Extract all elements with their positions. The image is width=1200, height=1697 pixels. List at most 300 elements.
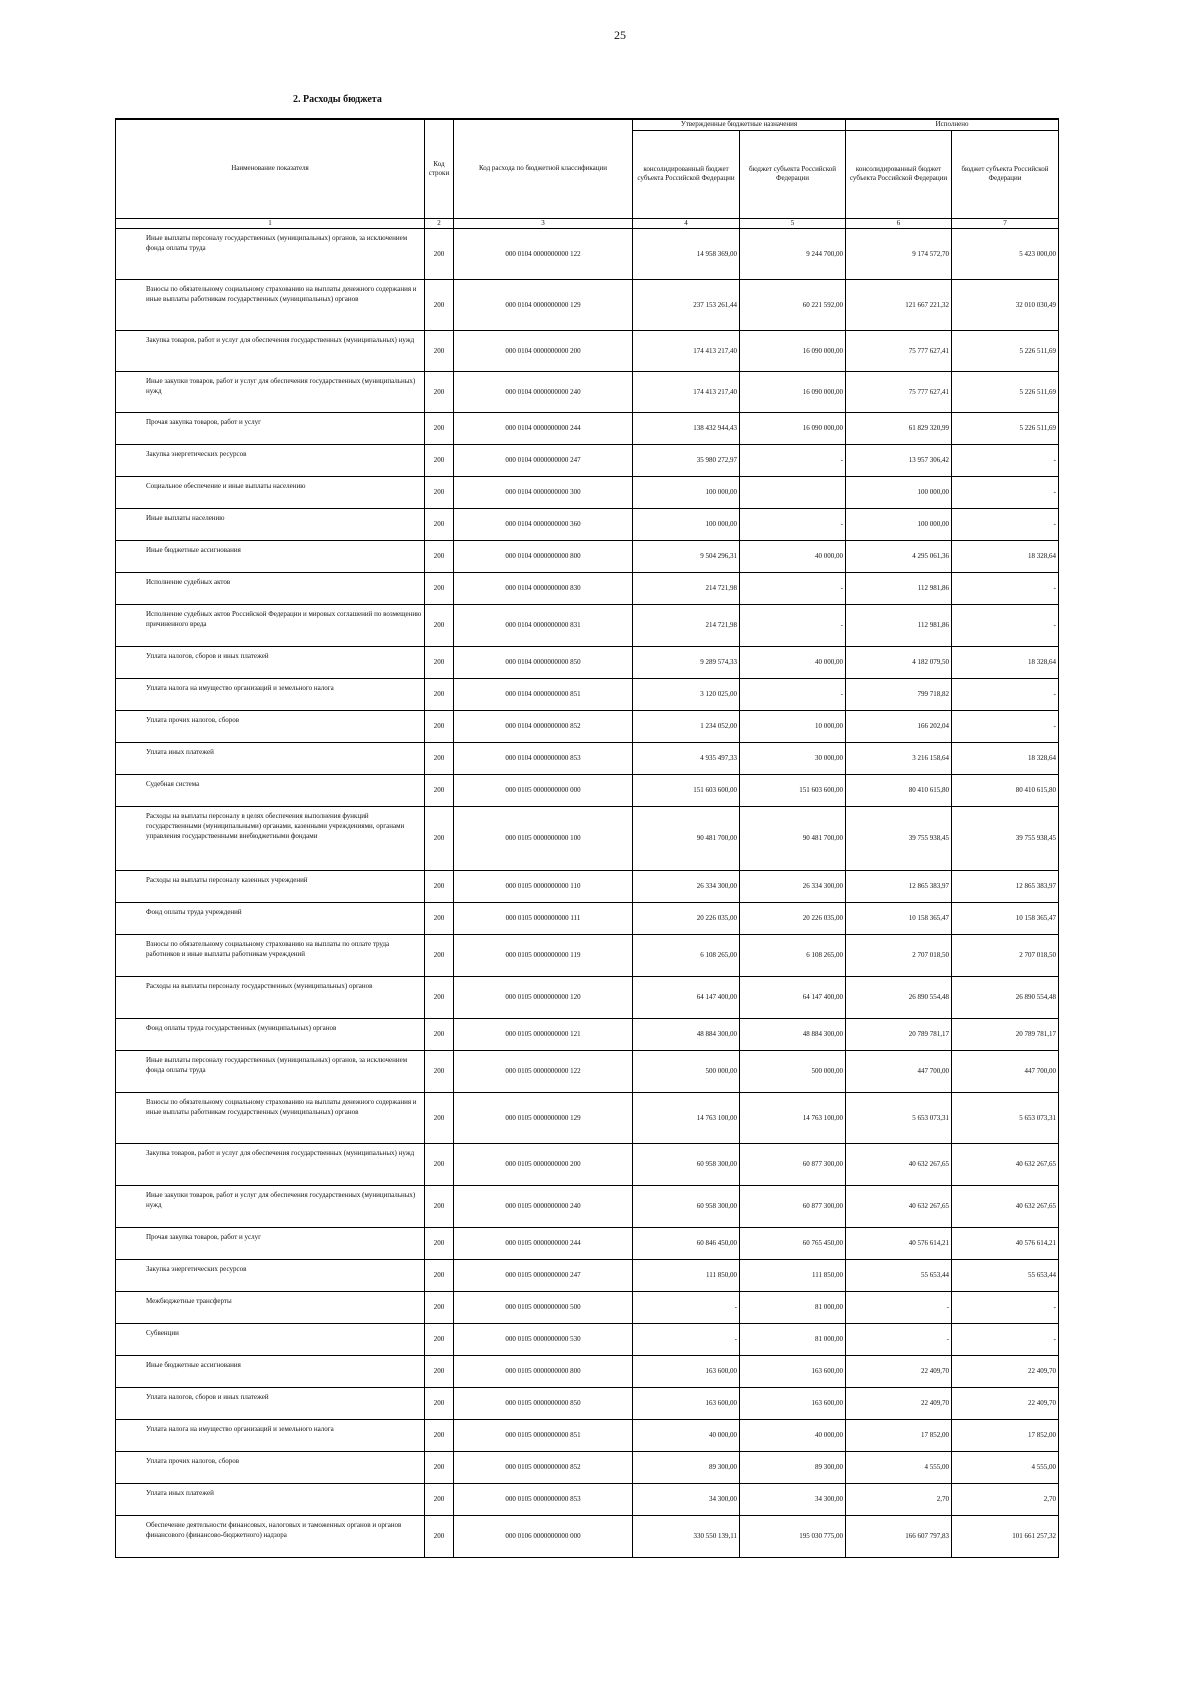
row-name: Субвенции [116, 1323, 425, 1355]
row-kbk: 000 0104 0000000000 247 [454, 444, 633, 476]
row-executed-subject: 447 700,00 [952, 1050, 1059, 1092]
table-row [116, 1185, 1059, 1227]
row-executed-consolidated: 121 667 221,32 [846, 279, 952, 330]
row-executed-consolidated: 10 158 365,47 [846, 902, 952, 934]
row-code: 200 [425, 678, 454, 710]
row-kbk: 000 0104 0000000000 851 [454, 678, 633, 710]
row-executed-consolidated: 17 852,00 [846, 1419, 952, 1451]
row-approved-consolidated: 35 980 272,97 [633, 444, 740, 476]
col-num-2: 2 [425, 218, 454, 228]
row-approved-subject: 60 221 592,00 [740, 279, 846, 330]
row-executed-subject: - [952, 1323, 1059, 1355]
row-executed-consolidated: 3 216 158,64 [846, 742, 952, 774]
table-row [116, 279, 1059, 330]
row-executed-subject: 17 852,00 [952, 1419, 1059, 1451]
row-executed-subject: 5 226 511,69 [952, 371, 1059, 412]
row-executed-subject: 39 755 938,45 [952, 806, 1059, 870]
row-name: Уплата иных платежей [116, 1483, 425, 1515]
row-executed-subject: 20 789 781,17 [952, 1018, 1059, 1050]
row-executed-subject: - [952, 710, 1059, 742]
row-approved-subject: - [740, 572, 846, 604]
header-kbk: Код расхода по бюджетной классификации [454, 119, 633, 218]
row-name: Прочая закупка товаров, работ и услуг [116, 412, 425, 444]
header-name: Наименование показателя [116, 119, 425, 218]
row-code: 200 [425, 1018, 454, 1050]
row-kbk: 000 0105 0000000000 853 [454, 1483, 633, 1515]
row-approved-consolidated: 174 413 217,40 [633, 330, 740, 371]
row-executed-subject: 18 328,64 [952, 742, 1059, 774]
row-approved-subject: 89 300,00 [740, 1451, 846, 1483]
row-name: Закупка товаров, работ и услуг для обеспечения государственных (муниципальных) нужд [116, 330, 425, 371]
table-row [116, 371, 1059, 412]
row-executed-consolidated: 75 777 627,41 [846, 330, 952, 371]
row-executed-consolidated: 26 890 554,48 [846, 976, 952, 1018]
row-approved-consolidated: 60 958 300,00 [633, 1143, 740, 1185]
row-code: 200 [425, 604, 454, 646]
row-approved-subject: 20 226 035,00 [740, 902, 846, 934]
row-code: 200 [425, 508, 454, 540]
row-code: 200 [425, 742, 454, 774]
row-code: 200 [425, 371, 454, 412]
row-kbk: 000 0105 0000000000 850 [454, 1387, 633, 1419]
header-executed-group: Исполнено [846, 119, 1059, 130]
row-executed-consolidated: 5 653 073,31 [846, 1092, 952, 1143]
row-executed-subject: - [952, 572, 1059, 604]
row-kbk: 000 0104 0000000000 240 [454, 371, 633, 412]
row-code: 200 [425, 1387, 454, 1419]
col-num-1: 1 [116, 218, 425, 228]
row-name: Иные закупки товаров, работ и услуг для обеспечения государственных (муниципальных) нужд [116, 1185, 425, 1227]
row-executed-consolidated: 80 410 615,80 [846, 774, 952, 806]
row-executed-consolidated: 13 957 306,42 [846, 444, 952, 476]
header-subject-executed: бюджет субъекта Российской Федерации [952, 130, 1059, 218]
row-code: 200 [425, 476, 454, 508]
row-code: 200 [425, 540, 454, 572]
row-name: Судебная система [116, 774, 425, 806]
row-approved-subject: 60 877 300,00 [740, 1143, 846, 1185]
row-code: 200 [425, 1483, 454, 1515]
row-kbk: 000 0105 0000000000 852 [454, 1451, 633, 1483]
row-approved-subject: 14 763 100,00 [740, 1092, 846, 1143]
row-executed-subject: 12 865 383,97 [952, 870, 1059, 902]
row-executed-subject: - [952, 444, 1059, 476]
row-approved-consolidated: 151 603 600,00 [633, 774, 740, 806]
row-name: Иные бюджетные ассигнования [116, 1355, 425, 1387]
row-kbk: 000 0105 0000000000 247 [454, 1259, 633, 1291]
row-name: Уплата иных платежей [116, 742, 425, 774]
row-approved-consolidated: 64 147 400,00 [633, 976, 740, 1018]
row-executed-consolidated: 20 789 781,17 [846, 1018, 952, 1050]
row-approved-consolidated: 330 550 139,11 [633, 1515, 740, 1557]
row-approved-consolidated: 1 234 052,00 [633, 710, 740, 742]
header-subject: бюджет субъекта Российской Федерации [740, 130, 846, 218]
row-approved-consolidated: 163 600,00 [633, 1355, 740, 1387]
row-executed-subject: - [952, 604, 1059, 646]
row-executed-subject: 32 010 030,49 [952, 279, 1059, 330]
row-name: Уплата прочих налогов, сборов [116, 1451, 425, 1483]
row-name: Расходы на выплаты персоналу государственных (муниципальных) органов [116, 976, 425, 1018]
table-row [116, 412, 1059, 444]
table-row [116, 1018, 1059, 1050]
table-row [116, 1227, 1059, 1259]
row-approved-consolidated: 14 958 369,00 [633, 228, 740, 279]
table-row [116, 540, 1059, 572]
row-approved-subject: 64 147 400,00 [740, 976, 846, 1018]
row-executed-consolidated: 2 707 018,50 [846, 934, 952, 976]
row-executed-consolidated: 22 409,70 [846, 1387, 952, 1419]
row-executed-subject: 5 226 511,69 [952, 412, 1059, 444]
col-num-5: 5 [740, 218, 846, 228]
row-executed-consolidated: 447 700,00 [846, 1050, 952, 1092]
col-num-3: 3 [454, 218, 633, 228]
row-kbk: 000 0104 0000000000 853 [454, 742, 633, 774]
row-approved-subject [740, 476, 846, 508]
row-executed-subject: 101 661 257,32 [952, 1515, 1059, 1557]
row-name: Уплата налогов, сборов и иных платежей [116, 1387, 425, 1419]
table-row [116, 1291, 1059, 1323]
row-approved-consolidated: 111 850,00 [633, 1259, 740, 1291]
row-name: Иные бюджетные ассигнования [116, 540, 425, 572]
row-executed-subject: 22 409,70 [952, 1387, 1059, 1419]
row-code: 200 [425, 976, 454, 1018]
row-name: Закупка товаров, работ и услуг для обеспечения государственных (муниципальных) нужд [116, 1143, 425, 1185]
row-approved-consolidated: 40 000,00 [633, 1419, 740, 1451]
row-kbk: 000 0105 0000000000 800 [454, 1355, 633, 1387]
table-row [116, 710, 1059, 742]
row-executed-consolidated: 4 182 079,50 [846, 646, 952, 678]
row-code: 200 [425, 330, 454, 371]
table-row [116, 934, 1059, 976]
row-approved-subject: 34 300,00 [740, 1483, 846, 1515]
row-approved-consolidated: 174 413 217,40 [633, 371, 740, 412]
row-code: 200 [425, 1291, 454, 1323]
row-name: Социальное обеспечение и иные выплаты населению [116, 476, 425, 508]
row-code: 200 [425, 1185, 454, 1227]
row-name: Закупка энергетических ресурсов [116, 444, 425, 476]
row-name: Межбюджетные трансферты [116, 1291, 425, 1323]
table-row [116, 572, 1059, 604]
header-approved-group: Утвержденные бюджетные назначения [633, 119, 846, 130]
row-approved-subject: 90 481 700,00 [740, 806, 846, 870]
row-name: Закупка энергетических ресурсов [116, 1259, 425, 1291]
row-kbk: 000 0104 0000000000 800 [454, 540, 633, 572]
row-executed-consolidated: 40 632 267,65 [846, 1143, 952, 1185]
row-name: Иные выплаты персоналу государственных (муниципальных) органов, за исключением фонда оплаты труда [116, 228, 425, 279]
row-approved-subject: 10 000,00 [740, 710, 846, 742]
row-approved-consolidated: 214 721,98 [633, 572, 740, 604]
table-row [116, 604, 1059, 646]
expenses-table [115, 118, 1059, 1558]
row-approved-subject: 26 334 300,00 [740, 870, 846, 902]
row-executed-subject: 4 555,00 [952, 1451, 1059, 1483]
row-approved-subject: 163 600,00 [740, 1387, 846, 1419]
row-kbk: 000 0105 0000000000 000 [454, 774, 633, 806]
row-kbk: 000 0104 0000000000 852 [454, 710, 633, 742]
row-approved-consolidated: 89 300,00 [633, 1451, 740, 1483]
row-approved-consolidated: 237 153 261,44 [633, 279, 740, 330]
table-row [116, 1050, 1059, 1092]
row-approved-subject: 16 090 000,00 [740, 330, 846, 371]
row-kbk: 000 0105 0000000000 100 [454, 806, 633, 870]
row-approved-subject: 40 000,00 [740, 540, 846, 572]
row-executed-subject: 2,70 [952, 1483, 1059, 1515]
row-kbk: 000 0105 0000000000 500 [454, 1291, 633, 1323]
row-executed-consolidated: 40 632 267,65 [846, 1185, 952, 1227]
row-name: Расходы на выплаты персоналу в целях обеспечения выполнения функций государственными (муниципальными) органами, казенными учреждениями, органами управления государственными внебюджетными фондами [116, 806, 425, 870]
row-executed-subject: 5 226 511,69 [952, 330, 1059, 371]
row-executed-subject: 10 158 365,47 [952, 902, 1059, 934]
row-kbk: 000 0104 0000000000 122 [454, 228, 633, 279]
header-consolidated: консолидированный бюджет субъекта Российской Федерации [633, 130, 740, 218]
row-code: 200 [425, 1092, 454, 1143]
row-kbk: 000 0104 0000000000 830 [454, 572, 633, 604]
row-approved-consolidated: 9 504 296,31 [633, 540, 740, 572]
table-row [116, 806, 1059, 870]
row-kbk: 000 0105 0000000000 240 [454, 1185, 633, 1227]
row-code: 200 [425, 572, 454, 604]
row-code: 200 [425, 646, 454, 678]
row-code: 200 [425, 934, 454, 976]
row-kbk: 000 0104 0000000000 831 [454, 604, 633, 646]
row-code: 200 [425, 870, 454, 902]
table-row [116, 774, 1059, 806]
table-row [116, 476, 1059, 508]
row-approved-subject: 16 090 000,00 [740, 412, 846, 444]
row-executed-consolidated: 39 755 938,45 [846, 806, 952, 870]
row-kbk: 000 0105 0000000000 111 [454, 902, 633, 934]
row-code: 200 [425, 806, 454, 870]
row-code: 200 [425, 1451, 454, 1483]
row-approved-consolidated: 34 300,00 [633, 1483, 740, 1515]
row-approved-consolidated: 100 000,00 [633, 476, 740, 508]
table-row [116, 1483, 1059, 1515]
header-consolidated-executed: консолидированный бюджет субъекта Российской Федерации [846, 130, 952, 218]
row-executed-consolidated: 112 981,86 [846, 572, 952, 604]
col-num-4: 4 [633, 218, 740, 228]
row-approved-consolidated: 20 226 035,00 [633, 902, 740, 934]
table-row [116, 1451, 1059, 1483]
section-title: 2. Расходы бюджета [293, 94, 382, 105]
row-kbk: 000 0105 0000000000 119 [454, 934, 633, 976]
row-approved-subject: - [740, 604, 846, 646]
row-approved-consolidated: 163 600,00 [633, 1387, 740, 1419]
row-kbk: 000 0105 0000000000 530 [454, 1323, 633, 1355]
row-approved-consolidated: 100 000,00 [633, 508, 740, 540]
row-kbk: 000 0105 0000000000 110 [454, 870, 633, 902]
row-code: 200 [425, 1515, 454, 1557]
row-approved-consolidated: 60 958 300,00 [633, 1185, 740, 1227]
row-approved-consolidated: 26 334 300,00 [633, 870, 740, 902]
row-name: Иные выплаты населению [116, 508, 425, 540]
row-approved-subject: 81 000,00 [740, 1291, 846, 1323]
row-approved-subject: - [740, 678, 846, 710]
row-kbk: 000 0104 0000000000 360 [454, 508, 633, 540]
row-kbk: 000 0106 0000000000 000 [454, 1515, 633, 1557]
row-approved-consolidated: 9 289 574,33 [633, 646, 740, 678]
row-executed-consolidated: 2,70 [846, 1483, 952, 1515]
row-executed-subject: 2 707 018,50 [952, 934, 1059, 976]
row-approved-subject: 81 000,00 [740, 1323, 846, 1355]
row-executed-subject: - [952, 476, 1059, 508]
row-executed-subject: - [952, 1291, 1059, 1323]
row-kbk: 000 0104 0000000000 200 [454, 330, 633, 371]
row-executed-subject: 40 632 267,65 [952, 1143, 1059, 1185]
row-approved-subject: 16 090 000,00 [740, 371, 846, 412]
row-executed-consolidated: 9 174 572,70 [846, 228, 952, 279]
row-kbk: 000 0105 0000000000 120 [454, 976, 633, 1018]
row-executed-consolidated: 799 718,82 [846, 678, 952, 710]
table-row [116, 646, 1059, 678]
row-kbk: 000 0105 0000000000 129 [454, 1092, 633, 1143]
row-approved-subject: 30 000,00 [740, 742, 846, 774]
row-code: 200 [425, 1050, 454, 1092]
row-executed-consolidated: 166 607 797,83 [846, 1515, 952, 1557]
row-executed-subject: - [952, 508, 1059, 540]
row-executed-consolidated: 55 653,44 [846, 1259, 952, 1291]
table-row [116, 1143, 1059, 1185]
col-num-7: 7 [952, 218, 1059, 228]
row-executed-consolidated: 22 409,70 [846, 1355, 952, 1387]
row-executed-subject: 22 409,70 [952, 1355, 1059, 1387]
row-executed-consolidated: 4 555,00 [846, 1451, 952, 1483]
row-code: 200 [425, 1227, 454, 1259]
row-executed-consolidated: 75 777 627,41 [846, 371, 952, 412]
row-kbk: 000 0105 0000000000 200 [454, 1143, 633, 1185]
row-name: Взносы по обязательному социальному страхованию на выплаты по оплате труда работников и иные выплаты работникам учреждений [116, 934, 425, 976]
row-kbk: 000 0105 0000000000 122 [454, 1050, 633, 1092]
row-approved-consolidated: 4 935 497,33 [633, 742, 740, 774]
row-approved-consolidated: 60 846 450,00 [633, 1227, 740, 1259]
row-name: Взносы по обязательному социальному страхованию на выплаты денежного содержания и иные выплаты работникам государственных (муниципальных) органов [116, 1092, 425, 1143]
row-name: Уплата налога на имущество организаций и земельного налога [116, 1419, 425, 1451]
row-executed-consolidated: 112 981,86 [846, 604, 952, 646]
table-row [116, 228, 1059, 279]
page-number: 25 [614, 28, 626, 42]
row-approved-subject: 163 600,00 [740, 1355, 846, 1387]
table-row [116, 1355, 1059, 1387]
row-name: Взносы по обязательному социальному страхованию на выплаты денежного содержания и иные выплаты работникам государственных (муниципальных) органов [116, 279, 425, 330]
row-name: Прочая закупка товаров, работ и услуг [116, 1227, 425, 1259]
row-executed-subject: 40 576 614,21 [952, 1227, 1059, 1259]
row-executed-consolidated: - [846, 1323, 952, 1355]
row-approved-consolidated: - [633, 1291, 740, 1323]
row-name: Исполнение судебных актов Российской Федерации и мировых соглашений по возмещению причиненного вреда [116, 604, 425, 646]
row-approved-consolidated: - [633, 1323, 740, 1355]
row-executed-subject: 5 653 073,31 [952, 1092, 1059, 1143]
row-executed-consolidated: 12 865 383,97 [846, 870, 952, 902]
table-row [116, 330, 1059, 371]
row-name: Фонд оплаты труда учреждений [116, 902, 425, 934]
row-code: 200 [425, 228, 454, 279]
row-executed-subject: 5 423 000,00 [952, 228, 1059, 279]
row-kbk: 000 0105 0000000000 851 [454, 1419, 633, 1451]
table-row [116, 678, 1059, 710]
row-kbk: 000 0104 0000000000 850 [454, 646, 633, 678]
row-name: Иные закупки товаров, работ и услуг для обеспечения государственных (муниципальных) нужд [116, 371, 425, 412]
row-kbk: 000 0104 0000000000 244 [454, 412, 633, 444]
row-executed-subject: 18 328,64 [952, 646, 1059, 678]
row-code: 200 [425, 1259, 454, 1291]
row-code: 200 [425, 279, 454, 330]
table-row [116, 742, 1059, 774]
row-approved-subject: 500 000,00 [740, 1050, 846, 1092]
row-code: 200 [425, 412, 454, 444]
table-row [116, 1259, 1059, 1291]
row-executed-subject: 26 890 554,48 [952, 976, 1059, 1018]
row-approved-consolidated: 48 884 300,00 [633, 1018, 740, 1050]
row-name: Иные выплаты персоналу государственных (муниципальных) органов, за исключением фонда оплаты труда [116, 1050, 425, 1092]
table-row [116, 444, 1059, 476]
table-row [116, 1419, 1059, 1451]
row-approved-subject: 9 244 700,00 [740, 228, 846, 279]
table-row [116, 902, 1059, 934]
table-row [116, 1515, 1059, 1557]
row-executed-subject: - [952, 678, 1059, 710]
row-approved-consolidated: 90 481 700,00 [633, 806, 740, 870]
row-name: Уплата налога на имущество организаций и земельного налога [116, 678, 425, 710]
row-approved-subject: 48 884 300,00 [740, 1018, 846, 1050]
row-code: 200 [425, 774, 454, 806]
row-approved-consolidated: 6 108 265,00 [633, 934, 740, 976]
row-executed-subject: 55 653,44 [952, 1259, 1059, 1291]
table-row [116, 508, 1059, 540]
row-approved-consolidated: 214 721,98 [633, 604, 740, 646]
row-name: Расходы на выплаты персоналу казенных учреждений [116, 870, 425, 902]
row-executed-consolidated: 40 576 614,21 [846, 1227, 952, 1259]
row-approved-subject: - [740, 444, 846, 476]
table-row [116, 1387, 1059, 1419]
row-executed-subject: 18 328,64 [952, 540, 1059, 572]
row-name: Исполнение судебных актов [116, 572, 425, 604]
row-kbk: 000 0105 0000000000 121 [454, 1018, 633, 1050]
row-kbk: 000 0104 0000000000 129 [454, 279, 633, 330]
row-approved-subject: 60 877 300,00 [740, 1185, 846, 1227]
row-executed-consolidated: 100 000,00 [846, 508, 952, 540]
row-approved-subject: - [740, 508, 846, 540]
row-code: 200 [425, 1323, 454, 1355]
row-executed-consolidated: - [846, 1291, 952, 1323]
row-approved-consolidated: 500 000,00 [633, 1050, 740, 1092]
table-row [116, 870, 1059, 902]
header-row-code: Код строки [425, 119, 454, 218]
table-row [116, 1323, 1059, 1355]
row-executed-subject: 40 632 267,65 [952, 1185, 1059, 1227]
row-kbk: 000 0104 0000000000 300 [454, 476, 633, 508]
row-code: 200 [425, 1419, 454, 1451]
row-approved-consolidated: 14 763 100,00 [633, 1092, 740, 1143]
table-row [116, 976, 1059, 1018]
row-code: 200 [425, 444, 454, 476]
row-executed-consolidated: 166 202,04 [846, 710, 952, 742]
row-executed-consolidated: 100 000,00 [846, 476, 952, 508]
row-approved-consolidated: 3 120 025,00 [633, 678, 740, 710]
row-code: 200 [425, 1355, 454, 1387]
row-executed-subject: 80 410 615,80 [952, 774, 1059, 806]
row-executed-consolidated: 4 295 061,36 [846, 540, 952, 572]
row-approved-subject: 195 030 775,00 [740, 1515, 846, 1557]
row-approved-subject: 6 108 265,00 [740, 934, 846, 976]
row-name: Уплата налогов, сборов и иных платежей [116, 646, 425, 678]
row-approved-subject: 60 765 450,00 [740, 1227, 846, 1259]
row-approved-subject: 151 603 600,00 [740, 774, 846, 806]
row-executed-consolidated: 61 829 320,99 [846, 412, 952, 444]
row-approved-subject: 111 850,00 [740, 1259, 846, 1291]
row-name: Фонд оплаты труда государственных (муниципальных) органов [116, 1018, 425, 1050]
table-row [116, 1092, 1059, 1143]
row-approved-subject: 40 000,00 [740, 1419, 846, 1451]
row-name: Обеспечение деятельности финансовых, налоговых и таможенных органов и органов финансового (финансово-бюджетного) надзора [116, 1515, 425, 1557]
row-kbk: 000 0105 0000000000 244 [454, 1227, 633, 1259]
